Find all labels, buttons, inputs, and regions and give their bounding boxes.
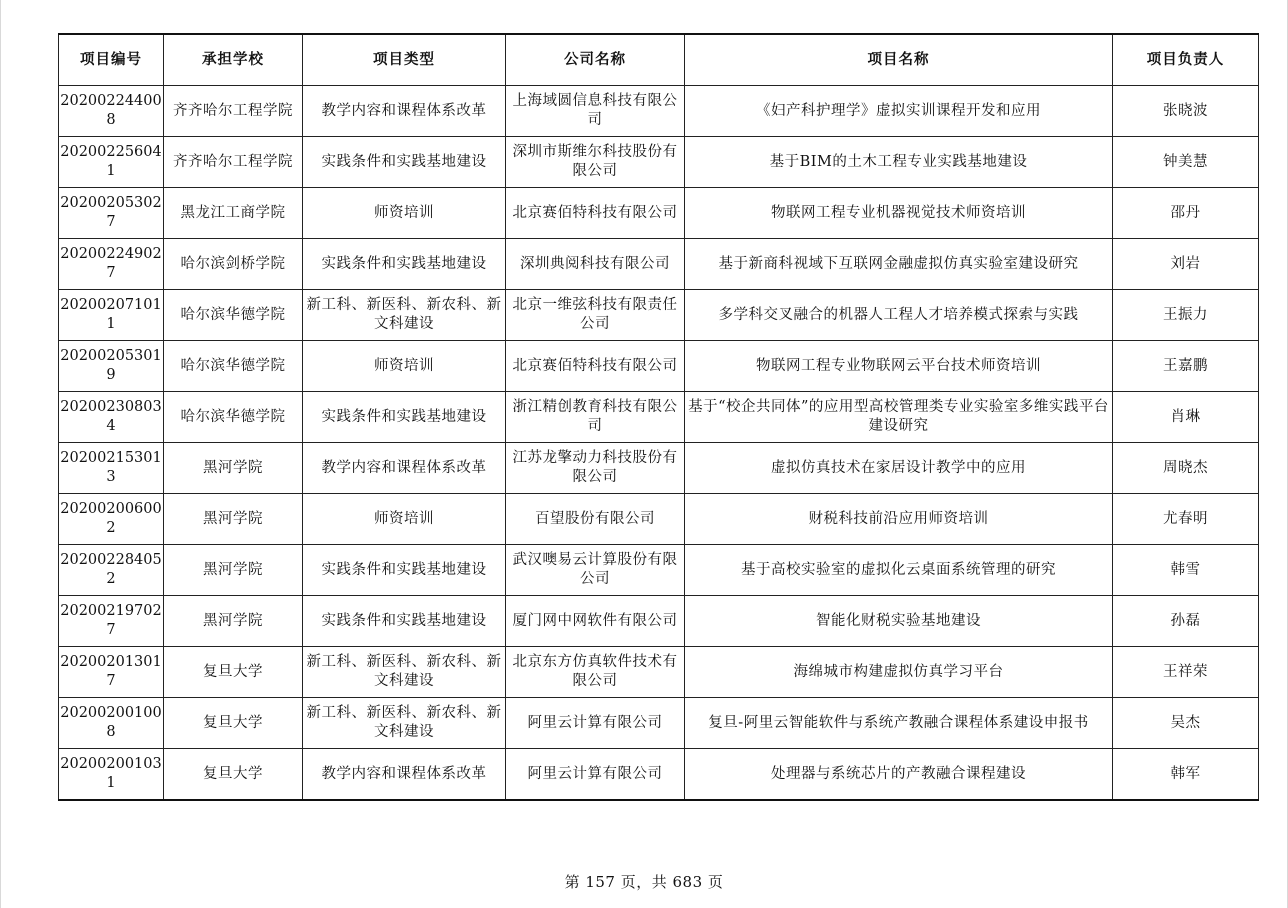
table-row (59, 137, 1259, 188)
cell-school: 齐齐哈尔工程学院 (164, 137, 303, 188)
cell-company: 上海域圆信息科技有限公司 (506, 86, 685, 137)
cell-company: 武汉噢易云计算股份有限公司 (506, 545, 685, 596)
column-header-company: 公司名称 (506, 34, 685, 86)
cell-school: 哈尔滨华德学院 (164, 290, 303, 341)
table-row (59, 341, 1259, 392)
header-row (59, 34, 1259, 86)
cell-project-name: 复旦-阿里云智能软件与系统产教融合课程体系建设申报书 (685, 698, 1113, 749)
table-row (59, 392, 1259, 443)
cell-project-lead: 王祥荣 (1113, 647, 1259, 698)
table-row (59, 290, 1259, 341)
table-row (59, 494, 1259, 545)
cell-project-type: 实践条件和实践基地建设 (303, 596, 506, 647)
table-header (59, 34, 1259, 86)
cell-project-id: 202002249027 (59, 239, 164, 290)
cell-company: 百望股份有限公司 (506, 494, 685, 545)
table-row (59, 749, 1259, 801)
cell-project-id: 202002053027 (59, 188, 164, 239)
table-body (59, 86, 1259, 801)
table-row (59, 596, 1259, 647)
cell-project-name: 基于BIM的土木工程专业实践基地建设 (685, 137, 1113, 188)
cell-project-lead: 钟美慧 (1113, 137, 1259, 188)
cell-project-name: 虚拟仿真技术在家居设计教学中的应用 (685, 443, 1113, 494)
cell-project-id: 202002256041 (59, 137, 164, 188)
cell-company: 阿里云计算有限公司 (506, 749, 685, 801)
cell-project-type: 新工科、新医科、新农科、新文科建设 (303, 647, 506, 698)
cell-school: 哈尔滨华德学院 (164, 392, 303, 443)
cell-company: 深圳典阅科技有限公司 (506, 239, 685, 290)
cell-project-type: 教学内容和课程体系改革 (303, 443, 506, 494)
cell-project-id: 202002001031 (59, 749, 164, 801)
cell-company: 阿里云计算有限公司 (506, 698, 685, 749)
cell-project-lead: 张晓波 (1113, 86, 1259, 137)
cell-school: 黑河学院 (164, 443, 303, 494)
table-row (59, 188, 1259, 239)
cell-project-type: 实践条件和实践基地建设 (303, 545, 506, 596)
cell-project-id: 202002013017 (59, 647, 164, 698)
cell-project-name: 基于新商科视域下互联网金融虚拟仿真实验室建设研究 (685, 239, 1113, 290)
cell-project-name: 物联网工程专业机器视觉技术师资培训 (685, 188, 1113, 239)
cell-project-id: 202002308034 (59, 392, 164, 443)
cell-project-id: 202002244008 (59, 86, 164, 137)
cell-company: 深圳市斯维尔科技股份有限公司 (506, 137, 685, 188)
cell-company: 北京赛佰特科技有限公司 (506, 341, 685, 392)
table-row (59, 698, 1259, 749)
cell-project-lead: 肖琳 (1113, 392, 1259, 443)
cell-school: 黑河学院 (164, 596, 303, 647)
cell-project-type: 实践条件和实践基地建设 (303, 392, 506, 443)
cell-school: 黑河学院 (164, 545, 303, 596)
cell-school: 哈尔滨华德学院 (164, 341, 303, 392)
cell-company: 北京一维弦科技有限责任公司 (506, 290, 685, 341)
cell-school: 复旦大学 (164, 698, 303, 749)
cell-project-lead: 邵丹 (1113, 188, 1259, 239)
cell-company: 江苏龙擎动力科技股份有限公司 (506, 443, 685, 494)
cell-project-type: 实践条件和实践基地建设 (303, 239, 506, 290)
project-table (58, 33, 1259, 801)
cell-project-name: 多学科交叉融合的机器人工程人才培养模式探索与实践 (685, 290, 1113, 341)
cell-project-type: 实践条件和实践基地建设 (303, 137, 506, 188)
cell-project-type: 新工科、新医科、新农科、新文科建设 (303, 698, 506, 749)
cell-project-id: 202002001008 (59, 698, 164, 749)
cell-project-name: 《妇产科护理学》虚拟实训课程开发和应用 (685, 86, 1113, 137)
cell-project-name: 海绵城市构建虚拟仿真学习平台 (685, 647, 1113, 698)
cell-project-name: 财税科技前沿应用师资培训 (685, 494, 1113, 545)
cell-project-lead: 孙磊 (1113, 596, 1259, 647)
cell-company: 北京赛佰特科技有限公司 (506, 188, 685, 239)
cell-project-id: 202002071011 (59, 290, 164, 341)
cell-project-id: 202002153013 (59, 443, 164, 494)
cell-project-lead: 王振力 (1113, 290, 1259, 341)
page-number-text: 第 157 页，共 683 页 (564, 873, 724, 891)
cell-project-name: 处理器与系统芯片的产教融合课程建设 (685, 749, 1113, 801)
cell-project-lead: 周晓杰 (1113, 443, 1259, 494)
column-header-project-type: 项目类型 (303, 34, 506, 86)
cell-school: 哈尔滨剑桥学院 (164, 239, 303, 290)
cell-project-type: 新工科、新医科、新农科、新文科建设 (303, 290, 506, 341)
cell-project-lead: 王嘉鹏 (1113, 341, 1259, 392)
cell-project-lead: 韩军 (1113, 749, 1259, 801)
cell-company: 厦门网中网软件有限公司 (506, 596, 685, 647)
cell-project-type: 师资培训 (303, 188, 506, 239)
table-row (59, 239, 1259, 290)
cell-school: 复旦大学 (164, 749, 303, 801)
cell-project-lead: 尤春明 (1113, 494, 1259, 545)
cell-company: 浙江精创教育科技有限公司 (506, 392, 685, 443)
cell-school: 黑龙江工商学院 (164, 188, 303, 239)
cell-project-lead: 刘岩 (1113, 239, 1259, 290)
cell-project-type: 教学内容和课程体系改革 (303, 749, 506, 801)
table-row (59, 443, 1259, 494)
cell-project-id: 202002053019 (59, 341, 164, 392)
column-header-school: 承担学校 (164, 34, 303, 86)
cell-school: 复旦大学 (164, 647, 303, 698)
cell-project-type: 师资培训 (303, 494, 506, 545)
cell-project-name: 基于高校实验室的虚拟化云桌面系统管理的研究 (685, 545, 1113, 596)
cell-company: 北京东方仿真软件技术有限公司 (506, 647, 685, 698)
cell-project-lead: 韩雪 (1113, 545, 1259, 596)
table-row (59, 545, 1259, 596)
cell-project-type: 教学内容和课程体系改革 (303, 86, 506, 137)
cell-project-id: 202002006002 (59, 494, 164, 545)
cell-project-type: 师资培训 (303, 341, 506, 392)
cell-project-name: 智能化财税实验基地建设 (685, 596, 1113, 647)
cell-school: 齐齐哈尔工程学院 (164, 86, 303, 137)
cell-project-id: 202002197027 (59, 596, 164, 647)
page-footer (0, 871, 1288, 892)
column-header-project-id: 项目编号 (59, 34, 164, 86)
cell-project-lead: 吴杰 (1113, 698, 1259, 749)
cell-project-name: 基于“校企共同体”的应用型高校管理类专业实验室多维实践平台建设研究 (685, 392, 1113, 443)
cell-project-id: 202002284052 (59, 545, 164, 596)
cell-project-name: 物联网工程专业物联网云平台技术师资培训 (685, 341, 1113, 392)
table-row (59, 647, 1259, 698)
table-row (59, 86, 1259, 137)
cell-school: 黑河学院 (164, 494, 303, 545)
column-header-project-name: 项目名称 (685, 34, 1113, 86)
column-header-project-lead: 项目负责人 (1113, 34, 1259, 86)
